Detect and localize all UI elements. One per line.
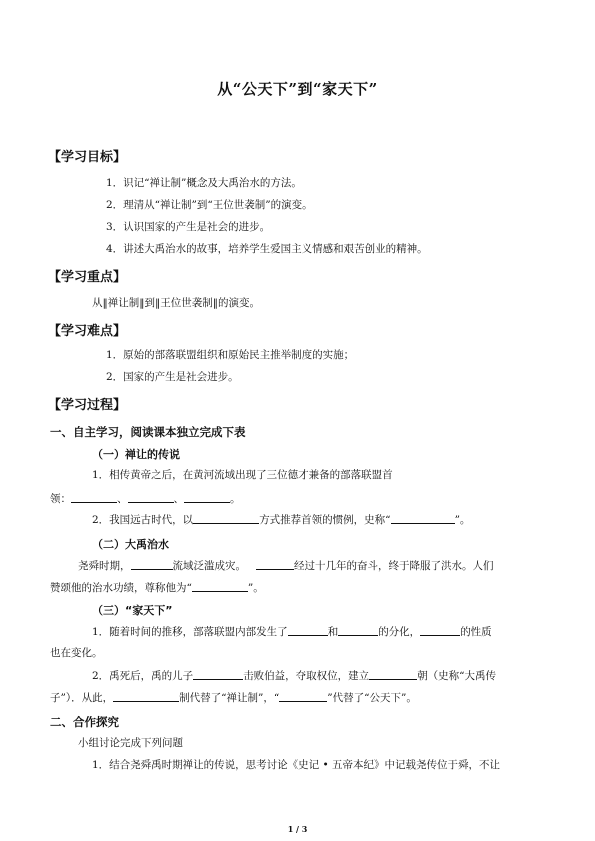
difficulty-item: 1．原始的部落联盟组织和原始民主推举制度的实施； [106,349,355,361]
sub1-q1-line2 [50,491,241,506]
sub3-q2 [92,668,496,683]
text: ”代替了“公天下”。 [327,692,417,704]
text: 制代替了“禅让制”，“ [179,692,280,704]
page-title: 从“公天下”到“家天下” [217,80,378,98]
key-points-text: 从‖禅让制‖到‖王位世袭制‖的演变。 [92,297,260,309]
sub2-heading: （二）大禹治水 [92,538,169,551]
answer-blank[interactable] [131,558,173,570]
part1-heading: 一、自主学习，阅读课本独立完成下表 [50,425,246,439]
answer-blank[interactable] [193,668,243,680]
text: 1．随着时间的推移，部落联盟内部发生了 [92,626,288,638]
answer-blank[interactable] [192,580,248,592]
answer-blank[interactable] [113,690,179,702]
text: 经过十几年的奋斗，终于降服了洪水。人们 [294,560,494,572]
answer-blank[interactable] [338,624,378,636]
text: 子”）．从此， [50,692,114,704]
answer-blank[interactable] [193,512,259,524]
text: 赞颂他的治水功绩，尊称他为“ [50,582,192,594]
objective-item: 3．认识国家的产生是社会的进步。 [106,221,271,233]
text: ”。 [454,514,471,526]
answer-blank[interactable] [420,624,460,636]
sub3-q1 [92,624,492,639]
text: 尧舜时期， [78,560,131,572]
objective-item: 1．识记“禅让制”概念及大禹治水的方法。 [106,177,302,189]
sub3-q2-line2 [50,690,417,705]
text: 领： [50,493,71,505]
part2-intro: 小组讨论完成下列问题 [78,737,183,749]
answer-blank[interactable] [128,491,174,503]
process-heading: 【学习过程】 [48,398,127,413]
page-number: 1 / 3 [287,824,308,834]
difficulty-item: 2．国家的产生是社会进步。 [106,371,239,383]
text: 的性质 [460,626,492,638]
sub2-line1 [78,558,494,573]
part2-q1: 1．结合尧舜禹时期禅让的传说，思考讨论《史记 • 五帝本纪》中记载尧传位于舜，不让 [92,759,501,771]
sub1-q1-line1: 1．相传黄帝之后，在黄河流域出现了三位德才兼备的部落联盟首 [92,469,393,481]
text: 击败伯益，夺取权位，建立 [243,670,370,682]
objective-item: 4．讲述大禹治水的故事，培养学生爱国主义情感和艰苦创业的精神。 [106,243,428,255]
answer-blank[interactable] [256,558,294,570]
answer-blank[interactable] [279,690,327,702]
sub1-heading: （一）禅让的传说 [92,448,180,461]
sub1-q2 [92,512,470,527]
answer-blank[interactable] [391,512,455,524]
objective-item: 2．理清从“禅让制”到“王位世袭制”的演变。 [106,199,313,211]
answer-blank[interactable] [369,668,417,680]
part2-heading: 二、合作探究 [50,715,119,729]
sub2-line2 [50,580,264,595]
text: 和 [327,626,339,638]
answer-blank[interactable] [288,624,328,636]
text: 的分化， [378,626,421,638]
sub3-q1-line2: 也在变化。 [50,647,103,659]
text: 朝（史称“大禹传 [417,670,497,682]
text: ”。 [247,582,264,594]
text: 2．禹死后，禹的儿子 [92,670,194,682]
difficulties-heading: 【学习难点】 [48,324,127,339]
answer-blank[interactable] [184,491,230,503]
text: 。 [230,493,241,505]
sub3-heading: （三）“家天下” [92,604,173,617]
text: 2．我国远古时代，以 [92,514,194,526]
objectives-heading: 【学习目标】 [48,150,127,165]
answer-blank[interactable] [71,491,117,503]
key-points-heading: 【学习重点】 [48,270,127,285]
text: 、 [173,493,184,505]
text: 方式推荐首领的惯例，史称“ [259,514,391,526]
text: 流域泛滥成灾。 [172,560,246,572]
text: 、 [117,493,128,505]
